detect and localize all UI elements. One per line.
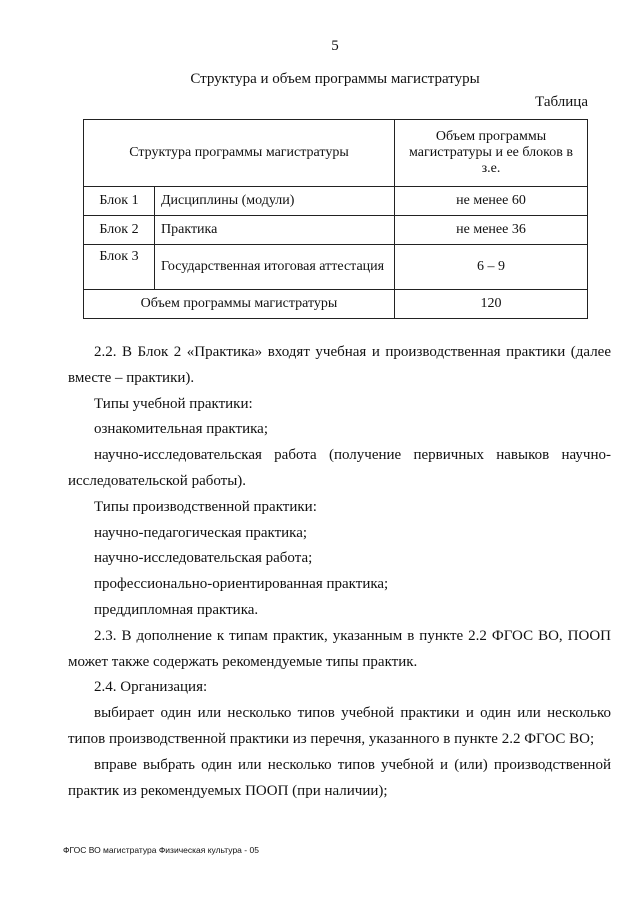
body-text bbox=[68, 340, 611, 804]
total-value-cell: 120 bbox=[395, 290, 588, 319]
paragraph: научно-исследовательская работа (получение первичных навыков научно-исследовательской работы). bbox=[68, 447, 611, 489]
block-name-cell: Государственная итоговая аттестация bbox=[155, 245, 395, 290]
paragraph: ознакомительная практика; bbox=[94, 421, 268, 438]
program-structure-table bbox=[83, 119, 588, 319]
table-row bbox=[84, 216, 588, 245]
block-volume-cell: не менее 36 bbox=[395, 216, 588, 245]
header-structure-cell: Структура программы магистратуры bbox=[84, 120, 395, 187]
paragraph: Типы учебной практики: bbox=[94, 395, 253, 412]
block-cell: Блок 3 bbox=[84, 245, 155, 290]
paragraph: профессионально-ориентированная практика; bbox=[94, 576, 389, 593]
paragraph: выбирает один или несколько типов учебной практики и один или несколько типов производственной практики из перечня, указанного в пункте 2.2 ФГОС ВО; bbox=[68, 705, 611, 747]
table-caption: Таблица bbox=[535, 94, 588, 110]
paragraph: 2.4. Организация: bbox=[94, 679, 208, 696]
table-header-row bbox=[84, 120, 588, 187]
table-total-row bbox=[84, 290, 588, 319]
table-row bbox=[84, 187, 588, 216]
paragraph: 2.3. В дополнение к типам практик, указанным в пункте 2.2 ФГОС ВО, ПООП может также содержать рекомендуемые типы практик. bbox=[68, 627, 611, 670]
block-cell: Блок 1 bbox=[84, 187, 155, 216]
paragraph: научно-педагогическая практика; bbox=[94, 524, 308, 541]
block-name-cell: Дисциплины (модули) bbox=[155, 187, 395, 216]
block-name-cell: Практика bbox=[155, 216, 395, 245]
block-cell: Блок 2 bbox=[84, 216, 155, 245]
page-footer: ФГОС ВО магистратура Физическая культура - 05 bbox=[63, 845, 259, 855]
paragraph: 2.2. В Блок 2 «Практика» входят учебная и производственная практики (далее вместе – практики). bbox=[68, 344, 611, 386]
header-volume-cell: Объем программы магистратуры и ее блоков в з.е. bbox=[395, 120, 588, 187]
page-number: 5 bbox=[331, 38, 339, 54]
paragraph: преддипломная практика. bbox=[94, 601, 259, 618]
block-volume-cell: не менее 60 bbox=[395, 187, 588, 216]
paragraph: научно-исследовательская работа; bbox=[94, 550, 313, 567]
paragraph: вправе выбрать один или несколько типов учебной и (или) производственной практик из рекомендуемых ПООП (при наличии); bbox=[68, 756, 611, 799]
table-row bbox=[84, 245, 588, 290]
block-volume-cell: 6 – 9 bbox=[395, 245, 588, 290]
document-title: Структура и объем программы магистратуры bbox=[190, 71, 480, 87]
total-label-cell: Объем программы магистратуры bbox=[84, 290, 395, 319]
paragraph: Типы производственной практики: bbox=[94, 498, 317, 515]
